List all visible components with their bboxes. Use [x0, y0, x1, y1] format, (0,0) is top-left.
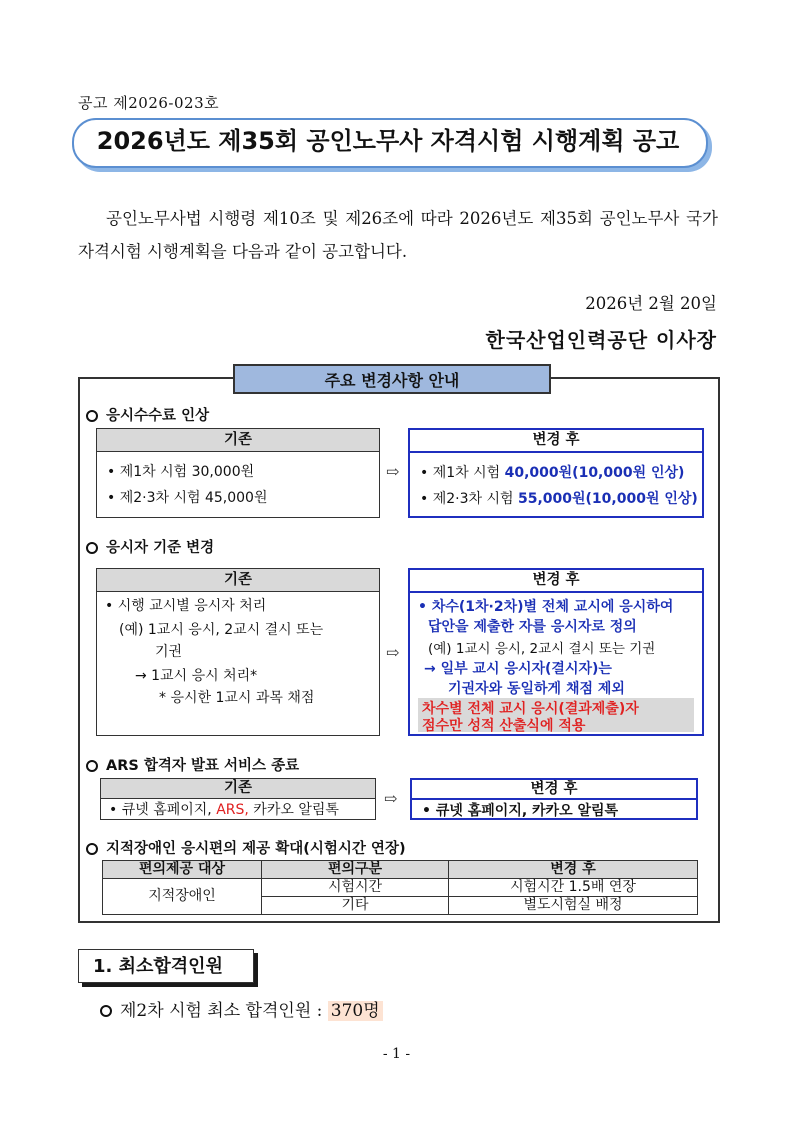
fee-after-line-1 — [420, 462, 684, 482]
criteria-heading — [86, 536, 214, 557]
fee-before-line-1: • 제1차 시험 30,000원 — [107, 464, 255, 480]
fee-heading-text: 응시수수료 인상 — [106, 408, 210, 424]
circle-bullet-icon — [86, 760, 98, 772]
ars-after-line: • 큐넷 홈페이지, 카카오 알림톡 — [422, 803, 619, 819]
type-cell: 기타 — [262, 897, 449, 915]
ars-before-line — [109, 799, 339, 819]
ars-heading — [86, 754, 299, 775]
fee-before-label: 기존 — [97, 429, 379, 452]
fee-after-value-2: 55,000원(10,000원 인상) — [517, 491, 698, 507]
criteria-before-box — [96, 568, 380, 736]
fee-after-prefix-2: • 제2·3차 시험 — [420, 491, 518, 507]
accommodation-heading-text: 지적장애인 응시편의 제공 확대(시험시간 연장) — [106, 841, 406, 857]
issuer: 한국산업인력공단 이사장 — [485, 328, 717, 352]
criteria-after-line-2: 답안을 제출한 자를 응시자로 정의 — [428, 619, 637, 635]
minimum-pass-label: 제2차 시험 최소 합격인원 : — [120, 1001, 328, 1021]
page-number: - 1 - — [382, 1046, 411, 1062]
fee-after-value-1: 40,000원(10,000원 인상) — [504, 465, 685, 481]
criteria-before-line-2: (예) 1교시 응시, 2교시 결시 또는 — [119, 622, 324, 638]
ars-after-label: 변경 후 — [412, 780, 696, 800]
circle-bullet-icon — [86, 542, 98, 554]
page-title: 2026년도 제35회 공인노무사 자격시험 시행계획 공고 — [96, 127, 680, 155]
right-arrow-icon: ⇨ — [386, 462, 400, 481]
ars-removed-channel: ARS, — [216, 802, 249, 818]
section-1-title: 1. 최소합격인원 — [78, 949, 254, 983]
accommodation-table — [102, 860, 698, 915]
table-row — [103, 879, 698, 897]
circle-bullet-icon — [86, 843, 98, 855]
minimum-pass-line — [100, 996, 383, 1021]
criteria-after-example: (예) 1교시 응시, 2교시 결시 또는 기권 — [428, 641, 656, 657]
criteria-before-line-4: → 1교시 응시 처리* — [135, 668, 258, 684]
ars-before-prefix: • 큐넷 홈페이지, — [109, 802, 217, 818]
fee-after-prefix-1: • 제1차 시험 — [420, 465, 505, 481]
notice-date: 2026년 2월 20일 — [585, 294, 717, 313]
criteria-after-arrow-2: 기권자와 동일하게 채점 제외 — [448, 681, 625, 697]
criteria-after-box — [408, 568, 704, 736]
column-header: 편의제공 대상 — [103, 861, 262, 879]
criteria-after-label: 변경 후 — [410, 570, 702, 593]
change-cell: 별도시험실 배정 — [449, 897, 698, 915]
ars-after-box — [410, 778, 698, 820]
fee-after-label: 변경 후 — [410, 430, 702, 453]
type-cell: 시험시간 — [262, 879, 449, 897]
criteria-heading-text: 응시자 기준 변경 — [106, 540, 215, 556]
criteria-before-line-1: • 시행 교시별 응시자 처리 — [105, 598, 267, 614]
criteria-before-label: 기존 — [97, 569, 379, 592]
circle-bullet-icon — [86, 410, 98, 422]
fee-after-line-2 — [420, 488, 698, 508]
fee-before-line-2: • 제2·3차 시험 45,000원 — [107, 490, 268, 506]
criteria-note-line-2: 점수만 성적 산출식에 적용 — [422, 718, 586, 734]
ars-heading-text: ARS 합격자 발표 서비스 종료 — [106, 758, 300, 774]
criteria-note-line-1: 차수별 전체 교시 응시(결과제출)자 — [422, 701, 639, 717]
fee-heading — [86, 404, 209, 425]
column-header: 편의구분 — [262, 861, 449, 879]
accommodation-heading — [86, 837, 406, 858]
criteria-after-line-1: • 차수(1차·2차)별 전체 교시에 응시하여 — [418, 599, 674, 615]
changes-title: 주요 변경사항 안내 — [233, 364, 551, 394]
criteria-before-line-3: 기권 — [155, 644, 183, 660]
ars-before-label: 기존 — [101, 779, 375, 799]
fee-after-box — [408, 428, 704, 518]
change-cell: 시험시간 1.5배 연장 — [449, 879, 698, 897]
ars-before-box — [100, 778, 376, 820]
ars-before-suffix: 카카오 알림톡 — [248, 802, 339, 818]
table-header-row — [103, 861, 698, 879]
criteria-before-line-5: * 응시한 1교시 과목 채점 — [159, 690, 315, 706]
intro-paragraph: 공인노무사법 시행령 제10조 및 제26조에 따라 2026년도 제35회 공인노무사 국가자격시험 시행계획을 다음과 같이 공고합니다. — [78, 209, 718, 261]
target-cell: 지적장애인 — [103, 879, 262, 915]
criteria-note-box — [418, 698, 694, 732]
criteria-after-arrow-1: → 일부 교시 응시자(결시자)는 — [424, 661, 612, 677]
column-header: 변경 후 — [449, 861, 698, 879]
right-arrow-icon: ⇨ — [386, 643, 400, 662]
circle-bullet-icon — [100, 1005, 112, 1017]
minimum-pass-value: 370명 — [328, 1001, 383, 1021]
fee-before-box — [96, 428, 380, 518]
right-arrow-icon: ⇨ — [384, 789, 398, 808]
notice-number: 공고 제2026-023호 — [78, 94, 220, 112]
